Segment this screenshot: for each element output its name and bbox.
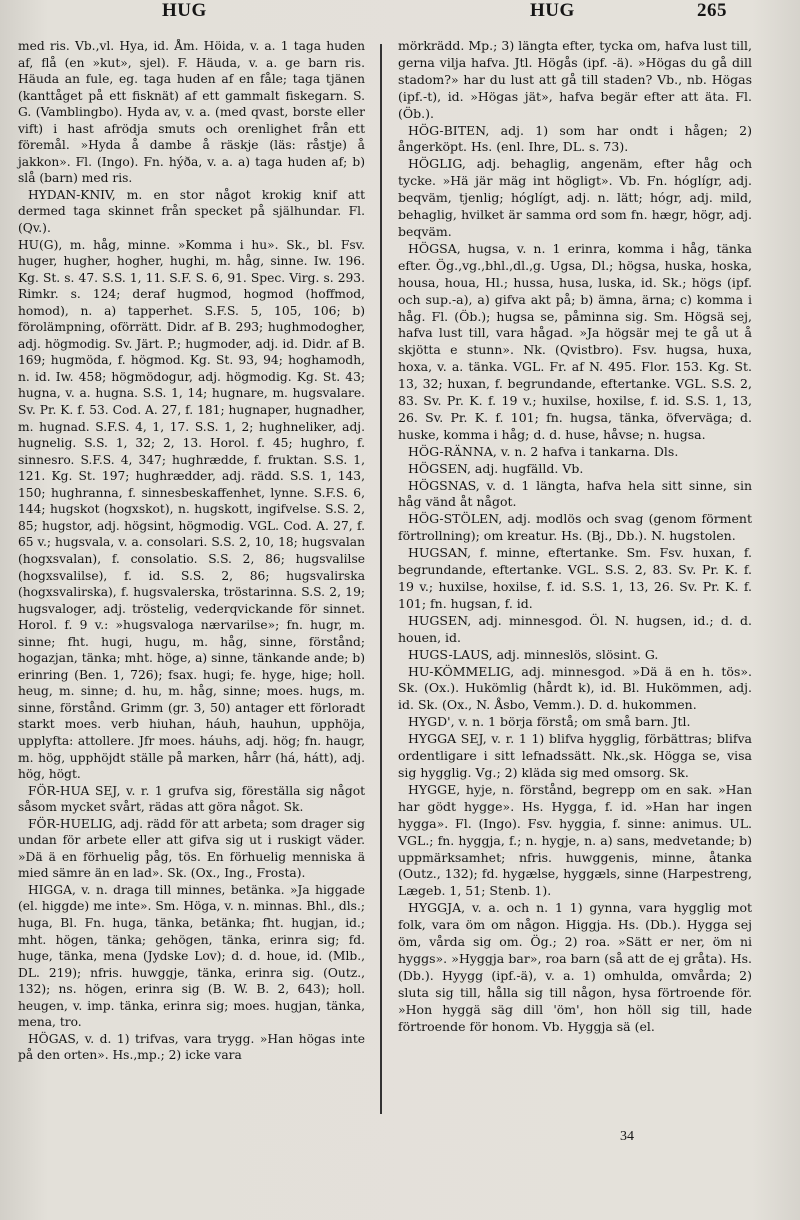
entry-hoglig: HÖGLIG, adj. behaglig, angenäm, efter håg och tycke. »Hä jär mäg int högligt». Vb. Fn. hóglígr, adj. beqväm, tjenlig; hóglígt, adj. n. lätt; hógr, adj. mild, behaglig, hvilket är samma ord som fn. hægr, högr, adj. beqväm. <box>398 156 752 239</box>
entry-for-huelig: FÖR-HUELIG, adj. rädd för att arbeta; som drager sig undan för arbete eller att gifva sig ut i ruskigt väder. »Dä ä en förhuelig påg, tös. En förhuelig menniska ä mied sämre än en lad». Sk. (Ox., Ing., Frosta). <box>18 816 365 881</box>
entry-hugs-laus: HUGS-LAUS, adj. minneslös, slösint. G. <box>408 646 659 662</box>
entry-hogas: HÖGAS, v. d. 1) trifvas, vara trygg. »Han högas inte på den orten». Hs.,mp.; 2) icke vara <box>18 1031 365 1063</box>
right-column <box>398 38 752 1035</box>
entry-hugsen: HUGSEN, adj. minnesgod. Öl. N. hugsen, id.; d. d. houen, id. <box>398 612 752 645</box>
entry-hydan-kniv: HYDAN-KNIV, m. en stor något krokig knif att dermed taga skinnet från specket på själhundar. Fl. (Qv.). <box>18 187 365 236</box>
entry-higga: HIGGA, v. n. draga till minnes, betänka. »Ja higgade (el. higgde) me inte». Sm. Höga, v. n. minnas. Bhl., dls.; huga, Bl. Fn. huga, tänka, betänka; fht. hugjan, id.; mht. högen, tänka; gehögen, tänka, erinra sig; fd. huge, tänka, mena (Jydske Lov); d. d. houe, id. (Mlb., DL. 219); nfris. huwggje, tänka, erinra sig. (Outz., 132); ns. högen, erinra sig (B. W. B. 2, 643); holl. heugen, v. imp. tänka, erinra sig; moes. hugjan, tänka, mena, tro. <box>18 882 365 1030</box>
entry-hug: HU(G), m. håg, minne. »Komma i hu». Sk., bl. Fsv. huger, hugher, hogher, hughi, m. håg, sinne. Iw. 196. Kg. St. s. 47. S.S. 1, 11. S.F. S. 6, 91. Spec. Virg. s. 293. Rimkr. s. 124; deraf hugmod, hogmod (hoffmod, homod), n. a) tapperhet. S.F.S. 5, 105, 106; b) förolämpning, oförrätt. Didr. af B. 293; hughmodogher, adj. högmodig. Sv. Järt. P.; hugmoder, adj. id. Didr. af B. 169; hugmöda, f. högmod. Kg. St. 93, 94; hoghamodh, n. id. Iw. 458; högmödogur, adj. högmodig. Kg. St. 43; hugna, v. a. hugna. S.S. 1, 14; hugnare, m. hugsvalare. Sv. Pr. K. f. 53. Cod. A. 27, f. 181; hugnaper, hugnadher, m. hugnad. S.F.S. 4, 1, 17. S.S. 1, 2; hughneliker, adj. hugnelig. S.S. 1, 32; 2, 13. Horol. f. 45; hughro, f. sinnesro. S.F.S. 4, 347; hughrædde, f. fruktan. S.S. 1, 121. Kg. St. 197; hughrædder, adj. rädd. S.S. 1, 143, 150; hughranna, f. sinnesbeskaffenhet, lynne. S.F.S. 6, 144; hugskot (hogxskot), n. hugskott, ingifvelse. S.S. 2, 85; hugstor, adj. högsint, högmodig. VGL. Cod. A. 27, f. 65 v.; hugsvala, v. a. consolari. S.S. 2, 10, 18; hugsvalan (hogxsvalan), f. consolatio. S.S. 2, 86; hugsvalilse (hogxsvalilse), f. id. S.S. 2, 86; hugsvalirska (hogxsvalirska), f. hugsvalerska, tröstarinna. S.S. 2, 19; hugsvaloger, adj. tröstelig, vederqvickande för sinnet. Horol. f. 9 v.: »hugsvaloga nærvarilse»; fn. hugr, m. sinne; fht. hugi, hugu, m. håg, sinne, förstånd; hogazjan, tänka; mht. höge, a) sinne, tänkande ande; b) erinring (Ben. 1, 726); fsax. hugi; fe. hyge, hige; holl. heug, m. sinne; d. hu, m. håg, sinne; moes. hugs, m. sinne, förstånd. Grimm (gr. 3, 50) antager ett förloradt starkt moes. verb hiuhan, háuh, hauhun, upphöja, upplyfta: attollere. Jfr moes. háuhs, adj. hög; fn. haugr, m. hög, upphöjdt ställe på marken, hårr (há, hátt), adj. hög, högt. <box>18 237 365 782</box>
column-rule <box>380 44 382 1114</box>
running-head-left: HUG <box>162 0 207 21</box>
entry-continuation-right: mörkrädd. Mp.; 3) längta efter, tycka om, hafva lust till, gerna vilja hafva. Jtl. Högås (ipf. -ä). »Högas du gå dill stadom?» har du lust att gå till staden? Vb., nb. Högas (ipf.-t), id. »Högas jät», hafva begär efter att äta. Fl. (Öb.). <box>398 38 752 121</box>
entry-hogsen: HÖGSEN, adj. hugfälld. Vb. <box>408 460 584 476</box>
entry-hog-stolen: HÖG-STÖLEN, adj. modlös och svag (genom förment förtrollning); om kreatur. Hs. (Bj., Db.). N. hugstolen. <box>398 511 752 544</box>
entry-hogsnas: HÖGSNAS, v. d. 1 längta, hafva hela sitt sinne, sin håg vänd åt något. <box>398 477 752 510</box>
entry-hogsa: HÖGSA, hugsa, v. n. 1 erinra, komma i håg, tänka efter. Ög.,vg.,bhl.,dl.,g. Ugsa, Dl.; högsa, huska, hoska, housa, houa, Hl.; hussa, husa, luska, id. Sk.; högs (ipf. och sup.-a), a) gifva akt på; b) ämna, ärna; c) komma i håg. Fl. (Öb.); hugsa se, påminna sig. Sm. Högsä sej, hafva lust till, vara hågad. »Ja högsär mej te gå ut å skjötta e stunn». Nk. (Qvistbro). Fsv. hugsa, huxa, hoxa, v. a. tänka. VGL. Fr. af N. 495. Flor. 153. Kg. St. 13, 32; huxan, f. begrundande, eftertanke. VGL. S.S. 2, 83. Sv. Pr. K. f. 19 v.; huxilse, hoxilse, f. id. S.S. 1, 13, 26. Sv. Pr. K. f. 101; fn. hugsa, tänka, öfverväga; d. huske, komma i håg; d. d. huse, håvse; n. hugsa. <box>398 240 752 442</box>
entry-hygga-sej: HYGGA SEJ, v. r. 1 1) blifva hygglig, förbättras; blifva ordentligare i sitt lefnadssätt. Nk.,sk. Högga se, visa sig hygglig. Vg.; 2) kläda sig med omsorg. Sk. <box>398 731 752 780</box>
entry-hygd: HYGD', v. n. 1 börja förstå; om små barn. Jtl. <box>408 714 691 730</box>
entry-for-hua-sej: FÖR-HUA SEJ, v. r. 1 grufva sig, föreställa sig något såsom mycket svårt, rädas att göra något. Sk. <box>18 783 365 815</box>
entry-hugsan: HUGSAN, f. minne, eftertanke. Sm. Fsv. huxan, f. begrundande, eftertanke. VGL. S.S. 2, 83. Sv. Pr. K. f. 19 v.; huxilse, hoxilse, f. id. S.S. 1, 13, 26. Sv. Pr. K. f. 101; fn. hugsan, f. id. <box>398 545 752 611</box>
page-number: 265 <box>697 0 727 21</box>
entry-continuation: med ris. Vb.,vl. Hya, id. Åm. Höida, v. a. 1 taga huden af, flå (en »kut», sjel). F. Häuda, v. a. ge barn ris. Häuda an fule, eg. taga huden af en fåle; taga tjänen (kanttåget på ett fisknät) af ett gammalt fiskegarn. S. G. (Vamblingbo). Hyda av, v. a. (med qvast, borste eller vift) i hast afrödja smuts och orenlighet från ett föremål. »Hyda å dambe å räskje (läs: råstje) å jakkon». Fl. (Ingo). Fn. hýða, v. a. a) taga huden af; b) slå (barn) med ris. <box>18 39 365 186</box>
entry-hyggja: HYGGJA, v. a. och n. 1 1) gynna, vara hygglig mot folk, vara öm om någon. Higgja. Hs. (Db.). Hygga sej öm, vårda sig om. Ög.; 2) roa. »Sätt er ner, öm ni hyggs». »Hyggja bar», roa barn (så att de ej gråta). Hs. (Db.). Hyygg (ipf.-ä), v. a. 1) omhulda, omvårda; 2) sluta sig till, hålla sig till någon, hysa förtroende för. »Hon hyggä säg dill 'öm', hon höll sig till, hade förtroende för honom. Vb. Hyggja sä (el. <box>398 900 752 1034</box>
left-column <box>18 38 365 1064</box>
entry-hog-biten: HÖG-BITEN, adj. 1) som har ondt i hågen; 2) ångerköpt. Hs. (enl. Ihre, DL. s. 73). <box>398 122 752 155</box>
entry-hygge: HYGGE, hyje, n. förstånd, begrepp om en sak. »Han har gödt hygge». Hs. Hygga, f. id. »Han har ingen hygga». Fl. (Ingo). Fsv. hyggia, f. sinne: animus. UL. VGL.; fn. hyggja, f.; n. hygje, n. a) sans, medvetande; b) uppmärksamhet; nfris. huwggenis, minne, åtanka (Outz., 132); fd. hygælse, hyggæls, sinne (Harpestreng, Lægeb. 1, 51; Stenb. 1). <box>398 781 752 899</box>
running-head-right: HUG <box>530 0 575 21</box>
signature-mark: 34 <box>620 1129 634 1144</box>
entry-hog-ranna: HÖG-RÄNNA, v. n. 2 hafva i tankarna. Dls. <box>408 443 679 459</box>
entry-hu-kommelig: HU-KÖMMELIG, adj. minnesgod. »Dä ä en h. tös». Sk. (Ox.). Hukömlig (hårdt k), id. Bl. Hukömmen, adj. id. Sk. (Ox., N. Åsbo, Vemm.). D. d. hukommen. <box>398 663 752 713</box>
